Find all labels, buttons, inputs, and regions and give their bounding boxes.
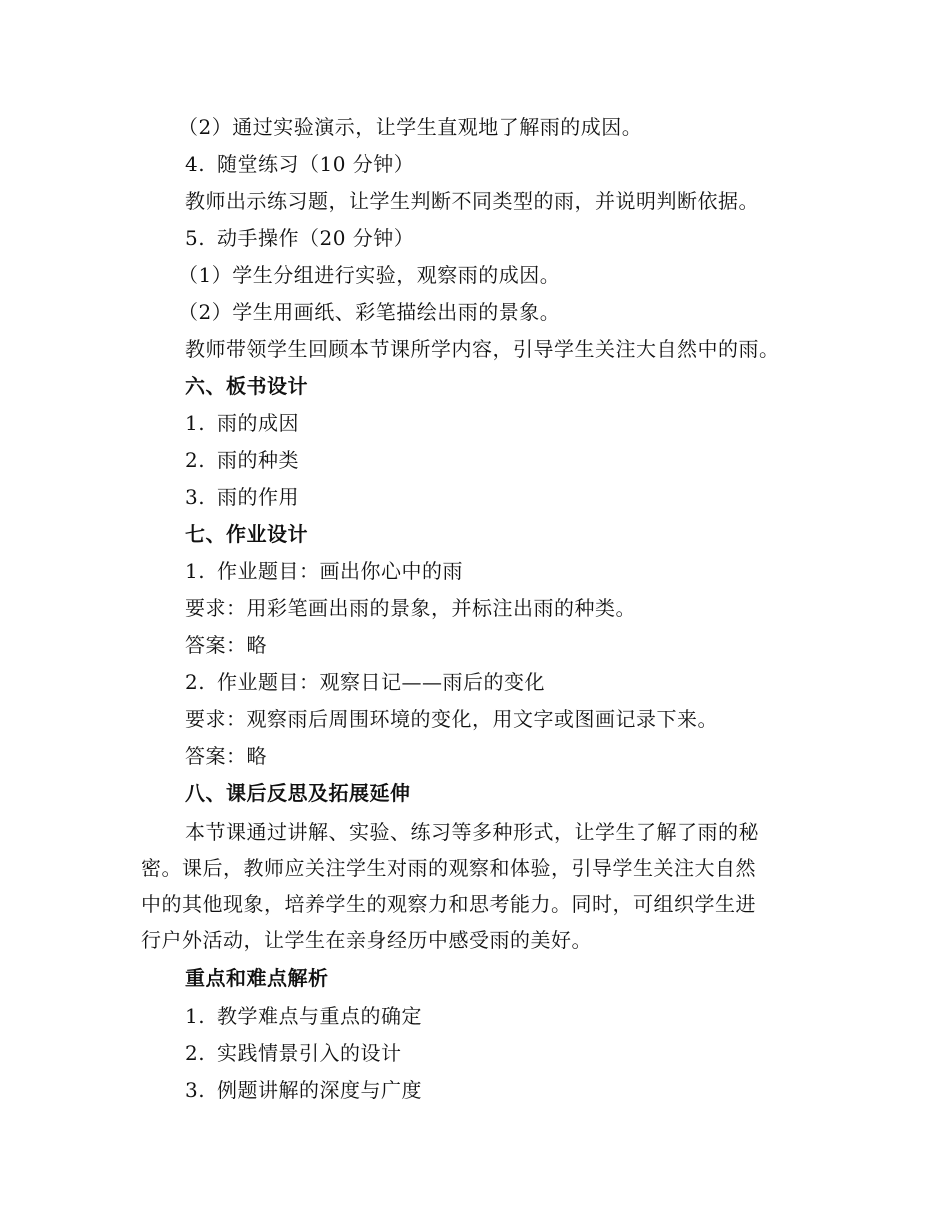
- list-item: [185, 1041, 402, 1065]
- list-number: 1.: [185, 559, 206, 583]
- list-number: 1.: [185, 411, 206, 435]
- list-item: [185, 411, 299, 435]
- list-text: 实践情景引入的设计: [217, 1041, 402, 1065]
- list-number: 2.: [185, 1041, 206, 1065]
- list-item: [185, 485, 299, 509]
- list-text: 雨的成因: [217, 411, 299, 435]
- list-number: 2.: [185, 670, 206, 694]
- text-line: （1）学生分组进行实验，观察雨的成因。: [178, 263, 561, 287]
- list-item: [185, 1078, 422, 1102]
- list-text: 雨的种类: [217, 448, 299, 472]
- paragraph-line: 密。课后，教师应关注学生对雨的观察和体验，引导学生关注大自然: [141, 856, 756, 880]
- section-heading: 六、板书设计: [185, 374, 308, 398]
- section-heading: 重点和难点解析: [185, 966, 329, 990]
- list-number: 1.: [185, 1004, 206, 1028]
- paragraph-line: 本节课通过讲解、实验、练习等多种形式，让学生了解了雨的秘: [185, 820, 759, 844]
- text-line: （2）学生用画纸、彩笔描绘出雨的景象。: [178, 300, 561, 324]
- list-item: [185, 226, 414, 250]
- list-item: [185, 152, 414, 176]
- list-item: [185, 1004, 422, 1028]
- list-item: [185, 559, 463, 583]
- text-line: 教师带领学生回顾本节课所学内容，引导学生关注大自然中的雨。: [185, 337, 780, 361]
- section-heading: 八、课后反思及拓展延伸: [185, 781, 411, 805]
- paragraph-line: 中的其他现象，培养学生的观察力和思考能力。同时，可组织学生进: [141, 892, 756, 916]
- list-text: 作业题目：观察日记——雨后的变化: [217, 670, 545, 694]
- paragraph-line: 行户外活动，让学生在亲身经历中感受雨的美好。: [141, 928, 592, 952]
- list-number: 2.: [185, 448, 206, 472]
- list-number: 5.: [185, 226, 206, 250]
- list-number: 4.: [185, 152, 206, 176]
- section-heading: 七、作业设计: [185, 522, 308, 546]
- list-text: 教学难点与重点的确定: [217, 1004, 422, 1028]
- list-text: 随堂练习（10 分钟）: [217, 152, 415, 176]
- text-line: 答案：略: [185, 633, 267, 657]
- list-text: 雨的作用: [217, 485, 299, 509]
- list-text: 作业题目：画出你心中的雨: [217, 559, 463, 583]
- list-text: 动手操作（20 分钟）: [217, 226, 415, 250]
- text-line: （2）通过实验演示，让学生直观地了解雨的成因。: [178, 115, 643, 139]
- text-line: 要求：观察雨后周围环境的变化，用文字或图画记录下来。: [185, 707, 718, 731]
- list-number: 3.: [185, 485, 206, 509]
- text-line: 要求：用彩笔画出雨的景象，并标注出雨的种类。: [185, 596, 636, 620]
- list-item: [185, 448, 299, 472]
- list-number: 3.: [185, 1078, 206, 1102]
- text-line: 教师出示练习题，让学生判断不同类型的雨，并说明判断依据。: [185, 189, 759, 213]
- list-item: [185, 670, 545, 694]
- text-line: 答案：略: [185, 744, 267, 768]
- list-text: 例题讲解的深度与广度: [217, 1078, 422, 1102]
